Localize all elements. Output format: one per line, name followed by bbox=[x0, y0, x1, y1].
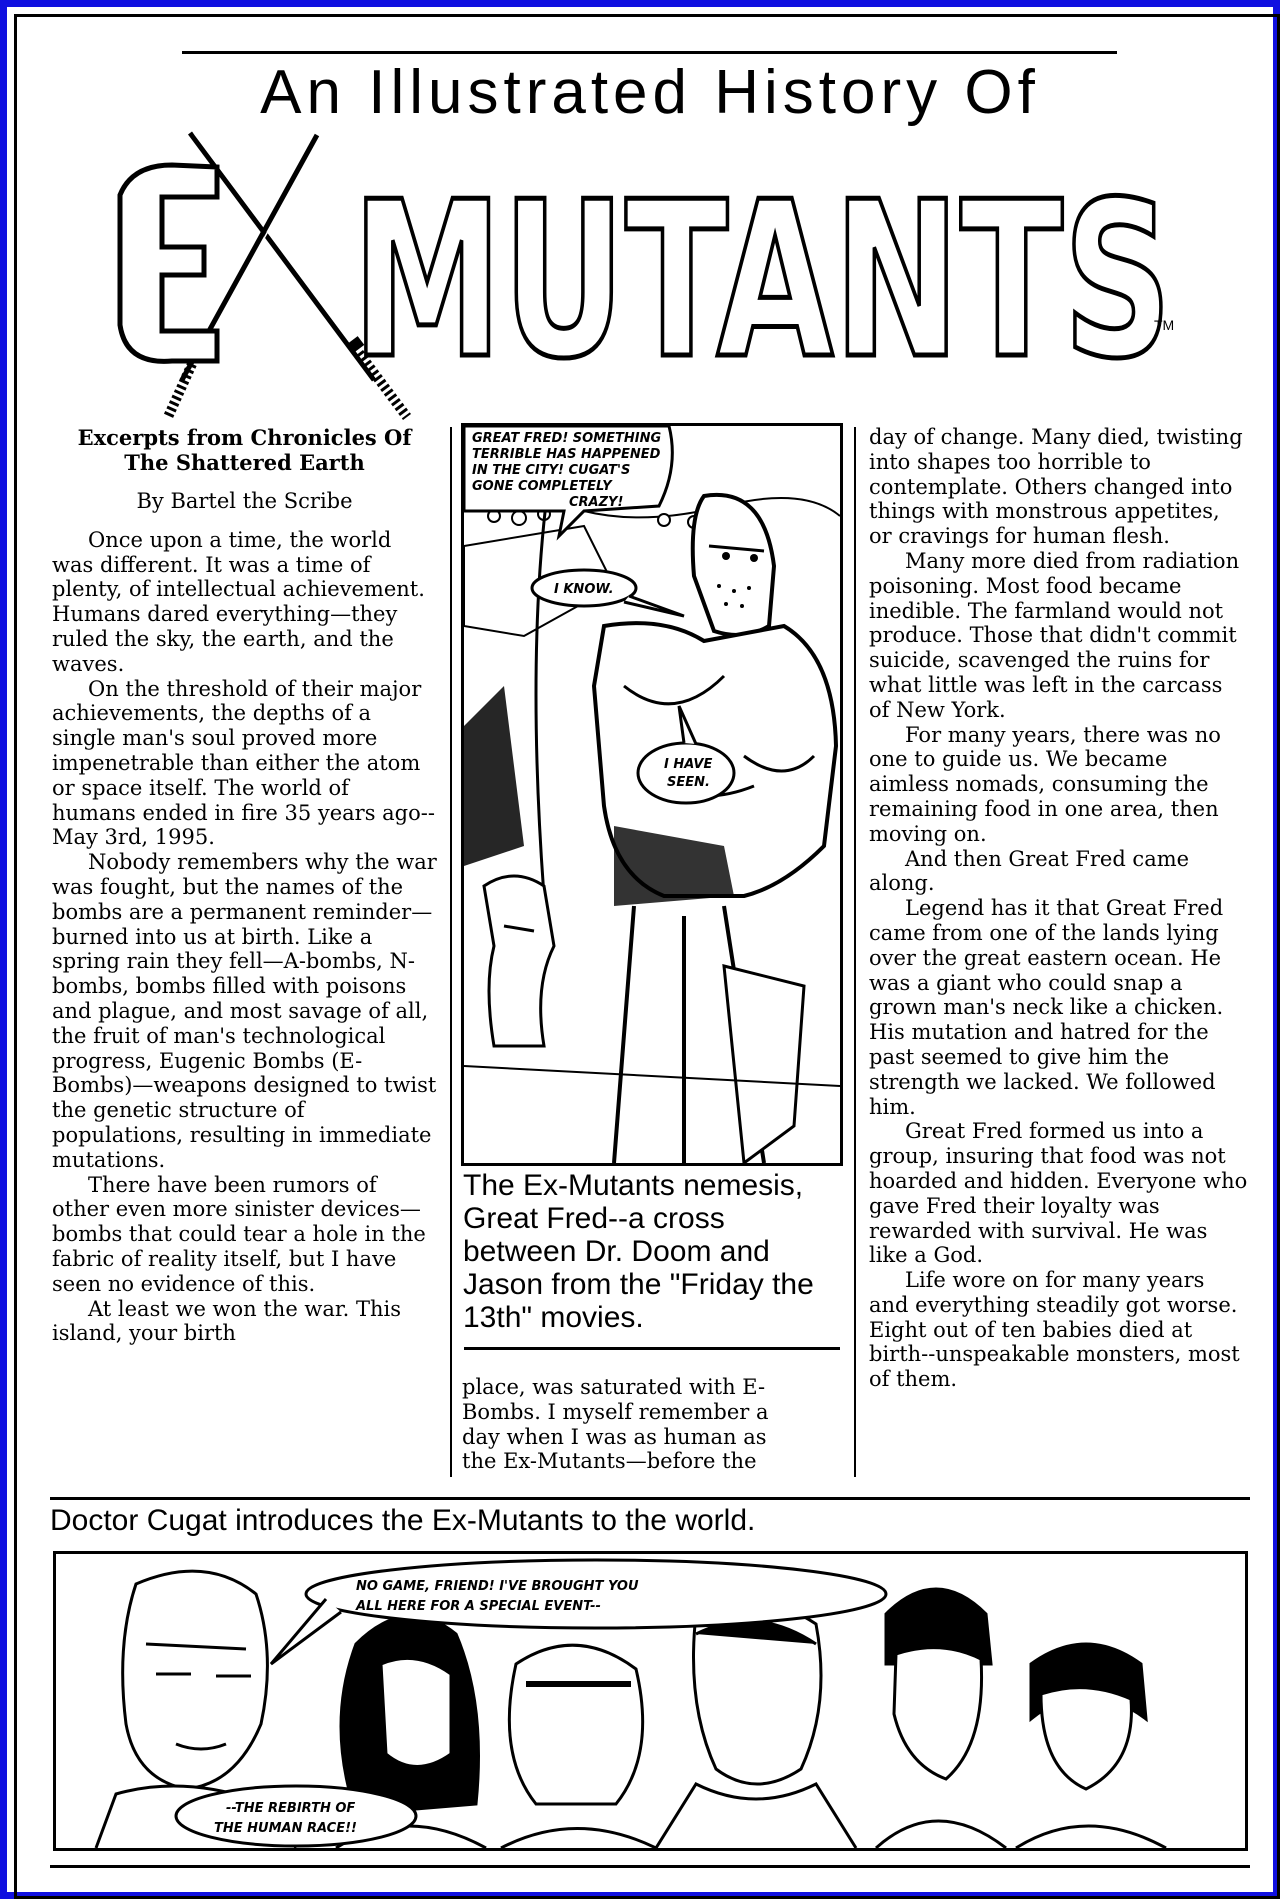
balloon-line: I KNOW. bbox=[554, 582, 614, 597]
top-rule bbox=[182, 51, 1117, 54]
article-column-3 bbox=[869, 425, 1249, 1392]
paragraph: Once upon a time, the world was different. It was a time of plenty, of intellectual achievement. Humans dared everything—they ruled the sky, the earth, and the waves. bbox=[52, 527, 425, 676]
page-border bbox=[14, 14, 1280, 1899]
paragraph: Legend has it that Great Fred came from one of the lands lying over the great eastern ocean. He was a giant who could snap a grown man's neck like a chicken. His mutation and hatred for the past seemed to give him the strength we lacked. We followed him. bbox=[869, 896, 1224, 1119]
paragraph: Many more died from radiation poisoning. Most food became inedible. The farmland would not produce. Those that didn't commit suicide, scavenged the ruins for what little was left in the carcass of New York. bbox=[869, 548, 1240, 722]
bottom-panel-caption: Doctor Cugat introduces the Ex-Mutants to the world. bbox=[50, 1504, 756, 1537]
logo-letter-e bbox=[120, 165, 217, 361]
paragraph: There have been rumors of other even more sinister devices—bombs that could tear a hole in the fabric of reality itself, but I have seen no evidence of this. bbox=[52, 1172, 426, 1296]
paragraph: Great Fred formed us into a group, insuring that food was not hoarded and hidden. Everyone who gave Fred their loyalty was rewarded with survival. He was like a God. bbox=[869, 1119, 1248, 1268]
column-divider bbox=[450, 427, 452, 1477]
speech-balloon bbox=[176, 1786, 416, 1846]
paragraph: On the threshold of their major achievements, the depths of a single man's soul proved more impenetrable than either the atom or space itself. The world of humans ended in fire 35 years ago--May 3rd, 1995. bbox=[52, 676, 435, 850]
balloon-line: IN THE CITY! CUGAT'S bbox=[472, 463, 631, 478]
heading-line-1: Excerpts from Chronicles Of bbox=[77, 425, 412, 450]
great-fred-illustration bbox=[464, 426, 840, 1163]
balloon-line: THE HUMAN RACE!! bbox=[214, 1821, 357, 1836]
balloon-line: GREAT FRED! SOMETHING bbox=[472, 431, 662, 446]
paragraph: For many years, there was no one to guide us. We became aimless nomads, consuming the remaining food in one area, then moving on. bbox=[869, 722, 1221, 846]
article-column-2 bbox=[462, 1375, 807, 1474]
paragraph: At least we won the war. This island, your birth bbox=[52, 1296, 402, 1346]
svg-text:MUTANTS: MUTANTS bbox=[352, 155, 1172, 406]
caption-rule bbox=[464, 1347, 840, 1350]
balloon-line: GONE COMPLETELY bbox=[472, 479, 612, 494]
balloon-line: SEEN. bbox=[667, 775, 710, 790]
balloon-line: --THE REBIRTH OF bbox=[226, 1801, 356, 1816]
balloon-line: ALL HERE FOR A SPECIAL EVENT-- bbox=[356, 1599, 601, 1614]
article-column-1 bbox=[52, 425, 437, 1346]
column-divider bbox=[854, 427, 856, 1477]
panel-caption: The Ex-Mutants nemesis, Great Fred--a cross between Dr. Doom and Jason from the "Friday the 13th" movies. bbox=[463, 1169, 814, 1334]
comic-panel-great-fred bbox=[461, 423, 843, 1166]
section-rule bbox=[50, 1497, 1250, 1500]
balloon-line: I HAVE bbox=[664, 757, 713, 772]
paragraph: day of change. Many died, twisting into shapes too horrible to contemplate. Others changed into things with monstrous appetites, or cravings for human flesh. bbox=[869, 425, 1243, 549]
heading-line-2: The Shattered Earth bbox=[124, 450, 365, 475]
paragraph: And then Great Fred came along. bbox=[869, 846, 1190, 896]
paragraph: place, was saturated with E-Bombs. I myself remember a day when I was as human as the Ex-Mutants—before the bbox=[462, 1375, 769, 1474]
ex-mutants-logo bbox=[112, 125, 1192, 435]
bottom-rule bbox=[50, 1865, 1250, 1868]
balloon-line: TERRIBLE HAS HAPPENED bbox=[472, 447, 661, 462]
paragraph: Life wore on for many years and everything steadily got worse. Eight out of ten babies died at birth--unspeakable monsters, most of them. bbox=[869, 1268, 1240, 1392]
byline: By Bartel the Scribe bbox=[136, 489, 353, 513]
paragraph: Nobody remembers why the war was fought, but the names of the bombs are a permanent reminder—burned into us at birth. Like a spring rain they fell—A-bombs, N-bombs, bombs filled with poisons and plague, and most savage of all, the fruit of man's technological progress, Eugenic Bombs (E-Bombs)—weapons designed to twist the genetic structure of populations, resulting in immediate mutations. bbox=[52, 850, 437, 1172]
ex-mutants-group-illustration bbox=[56, 1554, 1245, 1848]
balloon-line: CRAZY! bbox=[569, 495, 624, 510]
comic-panel-cugat bbox=[53, 1551, 1248, 1851]
balloon-line: NO GAME, FRIEND! I'VE BROUGHT YOU bbox=[356, 1579, 639, 1594]
article-heading bbox=[52, 425, 437, 475]
trademark: TM bbox=[1154, 317, 1175, 333]
supertitle: An Illustrated History Of bbox=[260, 58, 1040, 127]
